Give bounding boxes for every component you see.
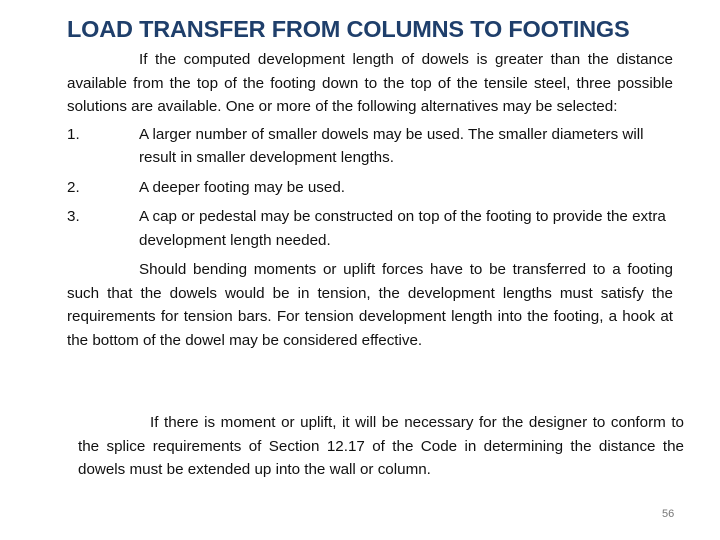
list-item (67, 123, 673, 170)
intro-paragraph (67, 48, 673, 119)
moment-paragraph (78, 411, 684, 482)
slide-title: LOAD TRANSFER FROM COLUMNS TO FOOTINGS (67, 16, 630, 42)
list-item-number: 1. (67, 125, 80, 143)
tension-paragraph (67, 258, 673, 352)
list-item (67, 205, 673, 252)
tension-text: Should bending moments or uplift forces have to be transferred to a footing such that the dowels would be in tension, the development lengths must satisfy the requirements for tension bars. For tension development length into the footing, a hook at the bottom of the dowel may be considered effective. (67, 261, 673, 349)
list-item-text: A cap or pedestal may be constructed on top of the footing to provide the extra development length needed. (139, 208, 666, 249)
list-item-text: A deeper footing may be used. (139, 178, 346, 196)
list-item (67, 176, 673, 200)
alternatives-list (67, 123, 673, 253)
page-number: 56 (662, 508, 675, 520)
list-item-text: A larger number of smaller dowels may be used. The smaller diameters will result in smaller development lengths. (139, 125, 644, 166)
intro-text: If the computed development length of dowels is greater than the distance available from the top of the footing down to the top of the tensile steel, three possible solutions are available. One or more of the following alternatives may be selected: (67, 51, 673, 115)
list-item-number: 3. (67, 208, 80, 225)
list-item-number: 2. (67, 178, 80, 196)
slide-body (67, 48, 673, 352)
moment-text: If there is moment or uplift, it will be necessary for the designer to conform to the splice requirements of Section 12.17 of the Code in determining the distance the dowels must be extended up into the wall or column. (78, 414, 684, 478)
